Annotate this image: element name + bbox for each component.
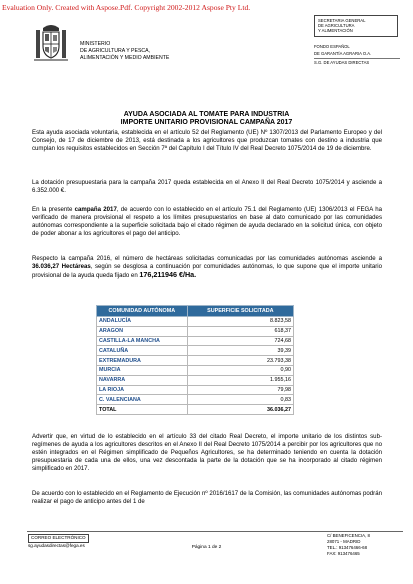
bold-text: campaña 2017	[74, 206, 117, 213]
paragraph-note: Advertir que, en virtud de lo establecido en el artículo 33 del citado Real Decreto, el importe unitario de los distintos sub-regímenes de ayuda a los agricultores descritos en el Anexo II del Real Decreto 1075/2014 a percibir por los agricultores que no estén integrados en el Régimen simplificado de Pequeños Agricultores, se ha determinado teniendo en cuenta la dotación presupuestaria de cada una de ellos, una vez descontada la parte de la dotación que se ha incorporado al citado régimen simplificado en 2017.	[32, 433, 382, 472]
fega-line: DE GARANTÍA AGRARIA O.A.	[314, 50, 372, 56]
address-line: C/ BENEFICENCIA, 8	[327, 533, 370, 538]
text-run: , de acuerdo con lo establecido en el artículo 75.1 del Reglamento (UE) 1306/2013 el FEGA ha verificado de manera provisional el respeto a los límites presupuestarios en base al dato comunicado por las comunidades autónomas correspondiente a la superficie solicitada bajo el citado régimen de ayuda declarado en la solicitud única, con objeto de poder abonar a los agricultores el pago del anticipo.	[32, 206, 382, 237]
surface-value: 0,90	[187, 365, 293, 375]
paragraph-campaign	[32, 206, 382, 238]
table-row	[97, 375, 294, 385]
fega-block	[314, 44, 400, 67]
text-run: Respecto la campaña 2016, el número de hectáreas solicitadas comunicadas por las comunidades autónomas asciende a	[32, 255, 382, 262]
region-name: CASTILLA-LA MANCHA	[97, 336, 188, 346]
email-label: CORREO ELECTRÓNICO	[28, 534, 89, 543]
secretaria-line: SECRETARIA GENERAL	[318, 18, 366, 23]
surface-value: 0,83	[187, 395, 293, 405]
table-row	[97, 365, 294, 375]
region-name: ANDALUCÍA	[97, 317, 188, 327]
surface-value: 39,39	[187, 346, 293, 356]
region-name: EXTREMADURA	[97, 356, 188, 366]
region-name: C. VALENCIANA	[97, 395, 188, 405]
address-line: 28071 - MADRID	[327, 539, 361, 544]
divider	[314, 58, 400, 59]
surface-value: 724,68	[187, 336, 293, 346]
surface-value: 79,98	[187, 385, 293, 395]
ministry-line: DE AGRICULTURA Y PESCA,	[80, 48, 151, 55]
total-label: TOTAL	[97, 405, 188, 415]
document-title: AYUDA ASOCIADA AL TOMATE PARA INDUSTRIA	[123, 111, 290, 118]
text-run: , según se desglosa a continuación por comunidades autónomas, lo que supone que el importe unitario provisional de la ayuda queda fijado en	[32, 262, 382, 279]
region-name: LA RIOJA	[97, 385, 188, 395]
document-subtitle: IMPORTE UNITARIO PROVISIONAL CAMPAÑA 2017	[120, 119, 293, 126]
surface-by-region-table	[96, 305, 294, 415]
total-value: 36.036,27	[187, 405, 293, 415]
surface-value: 1.955,16	[187, 375, 293, 385]
paragraph-budget: La dotación presupuestaria para la campaña 2017 queda establecida en el Anexo II del Real Decreto 1075/2014 y asciende a 6.352.000 €.	[32, 179, 382, 194]
column-header: COMUNIDAD AUTÓNOMA	[97, 306, 188, 317]
secretaria-line: DE AGRICULTURA	[318, 23, 355, 29]
address-line: TEL.: 913476466-68	[327, 545, 368, 550]
table-row	[97, 385, 294, 395]
ministry-line: ALIMENTACIÓN Y MEDIO AMBIENTE	[80, 55, 170, 62]
region-name: MURCIA	[97, 365, 188, 375]
secretaria-general-box	[314, 15, 398, 37]
footer-divider	[27, 531, 403, 532]
surface-value: 618,37	[187, 326, 293, 336]
table-row	[97, 317, 294, 327]
paragraph-advance-payment: De acuerdo con lo establecido en el Reglamento de Ejecución nº 2016/1617 de la Comisión, las comunidades autónomas podrán realizar el pago de anticipo antes del 1 de	[32, 490, 382, 505]
region-name: CATALUÑA	[97, 346, 188, 356]
bold-text: 36.036,27 Hectáreas	[32, 262, 91, 270]
table-total-row	[97, 405, 294, 415]
table-row	[97, 346, 294, 356]
unit-amount: 176,211946 €/Ha.	[139, 269, 197, 279]
table-row	[97, 326, 294, 336]
region-name: ARAGON	[97, 326, 188, 336]
email-address: sg.ayudasdirectas@fega.es	[28, 542, 85, 548]
paragraph-intro: Esta ayuda asociada voluntaria, establecida en el artículo 52 del Reglamento (UE) Nº 1307/2013 del Parlamento Europeo y del Consejo, de 17 de diciembre de 2013, está destinada a los agricultores que produzcan tomates con destino a industria que cumplan los requisitos establecidos en Sección 7ª del Capítulo I del Título IV del Real Decreto 1075/2014 de 19 de diciembre.	[32, 129, 382, 152]
surface-value: 8.823,58	[187, 317, 293, 327]
paragraph-hectares	[32, 255, 382, 280]
region-name: NAVARRA	[97, 375, 188, 385]
table-row	[97, 356, 294, 366]
fega-line: FONDO ESPAÑOL	[314, 44, 350, 49]
table-row	[97, 395, 294, 405]
fega-line: S.G. DE AYUDAS DIRECTAS	[314, 60, 370, 66]
secretaria-line: Y ALIMENTACIÓN	[318, 28, 353, 34]
ministry-name	[80, 41, 169, 63]
ministry-line: MINISTERIO	[80, 41, 111, 47]
text-run: En la presente	[32, 206, 75, 213]
footer-address	[327, 533, 403, 557]
table-row	[97, 336, 294, 346]
page-number: Página 1 de 2	[191, 545, 222, 550]
surface-value: 23.793,38	[187, 356, 293, 366]
column-header: SUPERFICIE SOLICITADA	[187, 306, 293, 317]
table-header-row	[97, 306, 294, 317]
address-line: FAX: 913476465	[327, 551, 360, 556]
evaluation-watermark: Evaluation Only. Created with Aspose.Pdf. Copyright 2002-2012 Aspose Pty Ltd.	[2, 3, 251, 12]
spanish-coat-of-arms-logo	[30, 22, 72, 64]
